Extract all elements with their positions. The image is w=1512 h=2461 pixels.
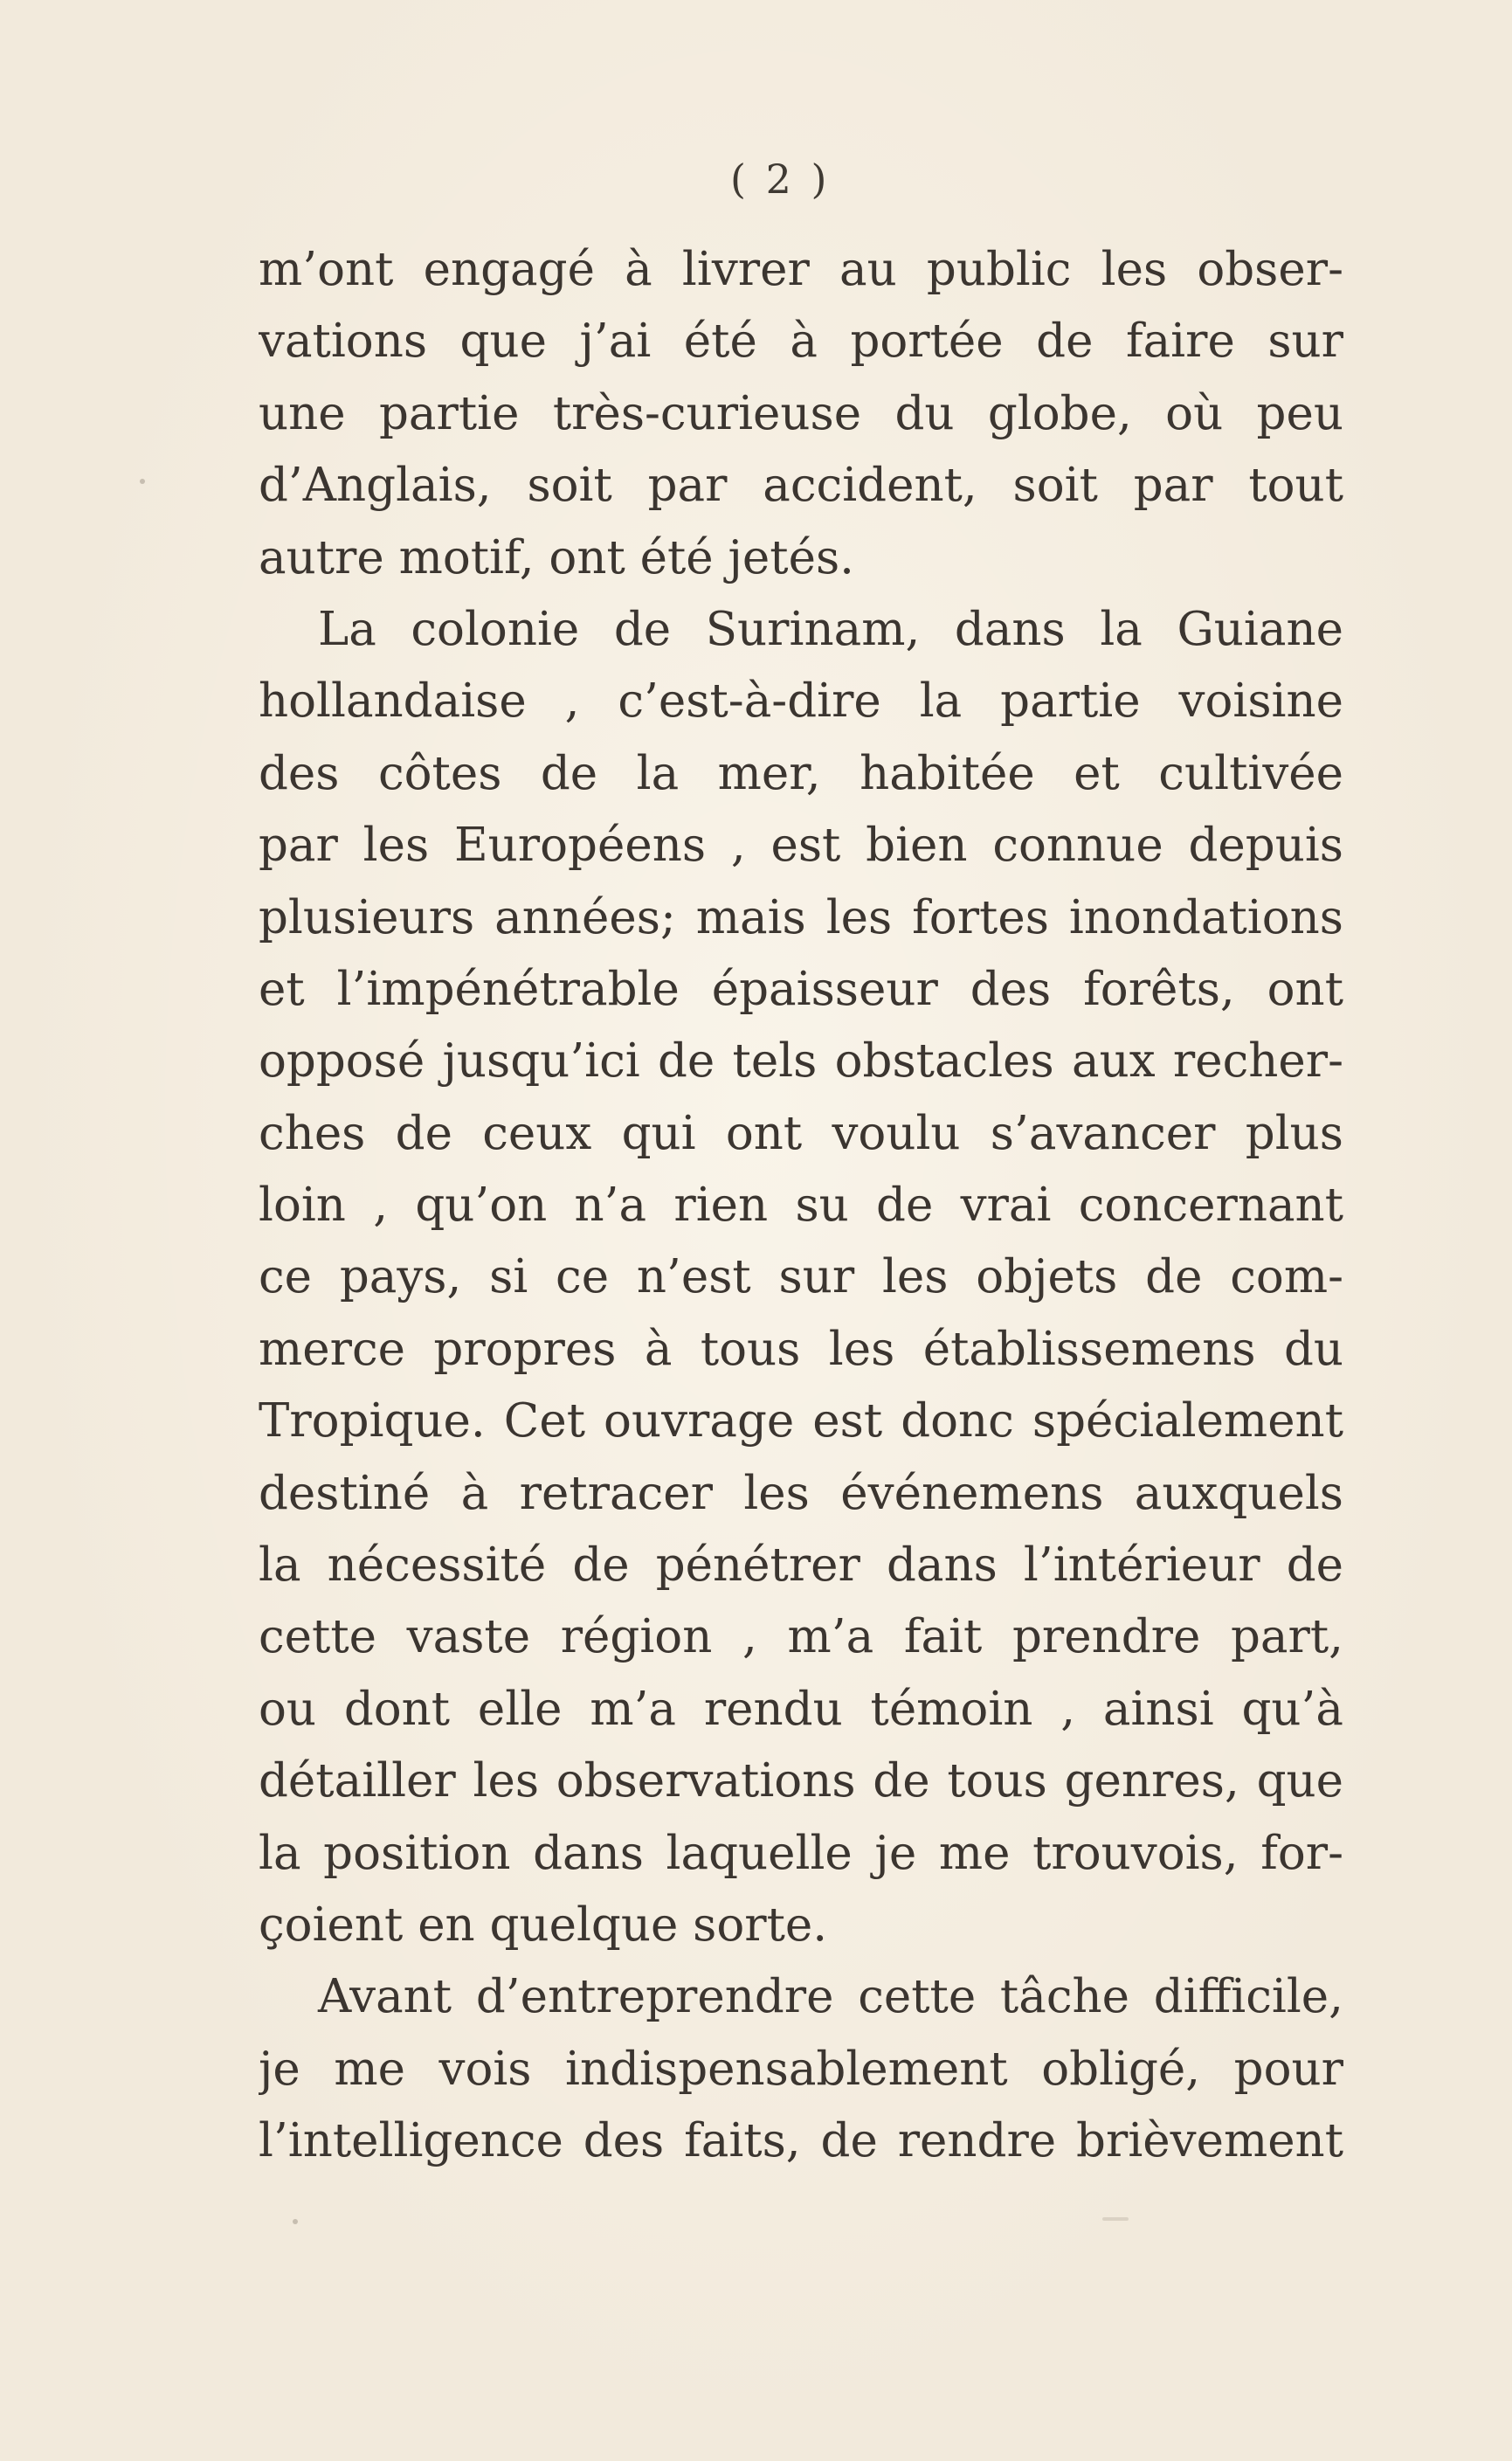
text-line: ou dont elle m’a rendu témoin , ainsi qu’à (259, 1682, 1343, 1736)
text-line: loin , qu’on n’a rien su de vrai concernant (259, 1179, 1343, 1233)
text-line: vations que j’ai été à portée de faire sur (259, 315, 1343, 369)
text-line: destiné à retracer les événemens auxquels (259, 1466, 1343, 1520)
body-text (259, 234, 1343, 2178)
text-line: par les Européens , est bien connue depuis (259, 819, 1343, 873)
text-line: je me vois indispensablement obligé, pour (259, 2042, 1343, 2096)
text-line: Avant d’entreprendre cette tâche difficile, (318, 1970, 1343, 2024)
text-line: m’ont engagé à livrer au public les obser- (259, 243, 1343, 296)
text-line: ches de ceux qui ont voulu s’avancer plus (259, 1106, 1343, 1160)
text-line: opposé jusqu’ici de tels obstacles aux recher- (259, 1034, 1343, 1089)
text-line: une partie très-curieuse du globe, où peu (259, 386, 1343, 440)
text-line: çoient en quelque sorte. (259, 1898, 828, 1952)
text-line: la nécessité de pénétrer dans l’intérieur de (259, 1538, 1343, 1593)
text-line: la position dans laquelle je me trouvois, for- (259, 1826, 1343, 1880)
text-line: Tropique. Cet ouvrage est donc spécialement (259, 1394, 1343, 1448)
text-line: ce pays, si ce n’est sur les objets de com- (259, 1250, 1343, 1304)
text-line: détailler les observations de tous genres, que (259, 1754, 1343, 1808)
text-line: hollandaise , c’est-à-dire la partie voisine (259, 674, 1343, 729)
text-line: et l’impénétrable épaisseur des forêts, ont (259, 962, 1343, 1016)
text-line: autre motif, ont été jetés. (259, 530, 854, 584)
paper-speck (140, 479, 145, 484)
paper-speck (1102, 2217, 1129, 2221)
page-number: ( 2 ) (730, 156, 831, 203)
text-line: d’Anglais, soit par accident, soit par tout (259, 459, 1343, 513)
text-line: cette vaste région , m’a fait prendre part, (259, 1610, 1343, 1664)
text-line: La colonie de Surinam, dans la Guiane (318, 602, 1343, 656)
text-line: des côtes de la mer, habitée et cultivée (259, 746, 1343, 800)
text-line: merce propres à tous les établissemens du (259, 1322, 1343, 1376)
text-line: l’intelligence des faits, de rendre brièvement (259, 2114, 1343, 2168)
paper-speck (293, 2219, 298, 2224)
text-line: plusieurs années; mais les fortes inondations (259, 890, 1343, 944)
